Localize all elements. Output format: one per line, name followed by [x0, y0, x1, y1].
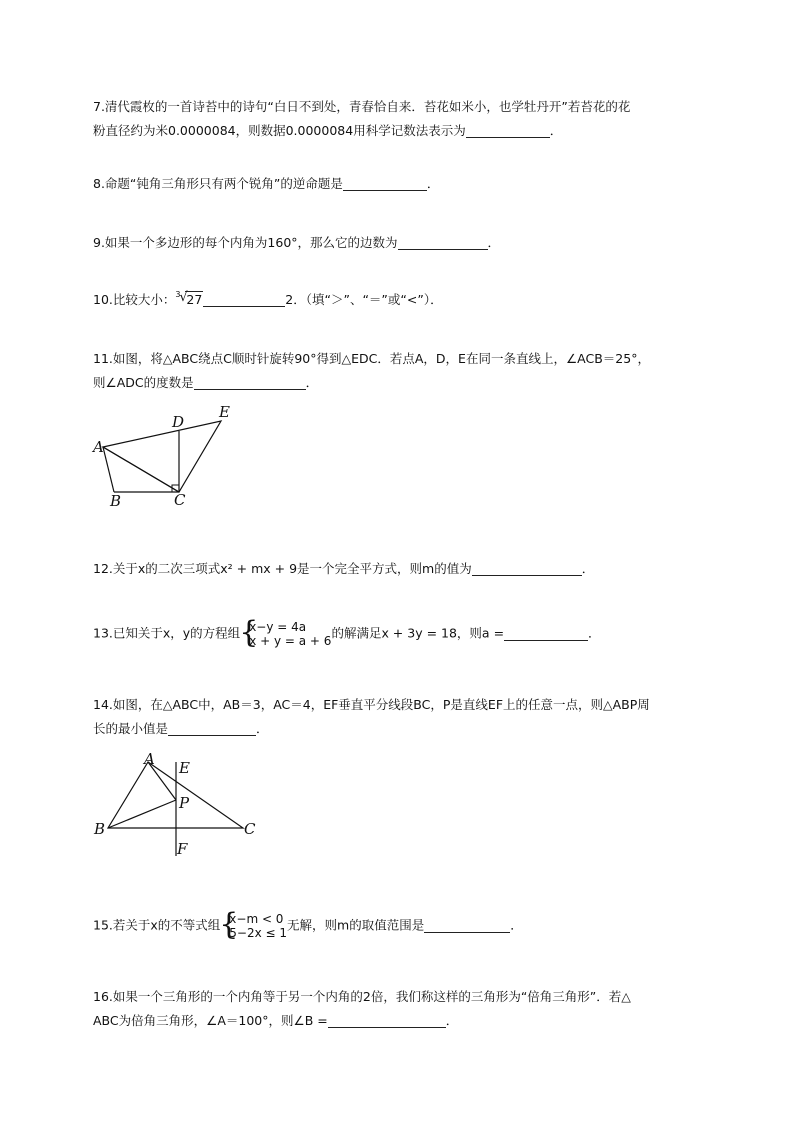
label-B: B	[110, 492, 122, 510]
answer-blank-16[interactable]	[328, 1012, 446, 1028]
question-9-text: 9.如果一个多边形的每个内角为160°，那么它的边数为	[93, 235, 398, 250]
label-E: E	[219, 403, 230, 421]
question-16-line1: 16.如果一个三角形的一个内角等于另一个内角的2倍，我们称这样的三角形为“倍角三角形”．若△	[93, 989, 631, 1004]
label-E: E	[179, 759, 190, 777]
label-C: C	[244, 820, 256, 838]
answer-blank-12[interactable]	[472, 560, 582, 576]
question-9: 9.如果一个多边形的每个内角为160°，那么它的边数为 ．	[93, 235, 501, 250]
answer-blank-11[interactable]	[194, 374, 306, 390]
segment-BP	[108, 800, 176, 828]
question-14-line1: 14.如图，在△ABC中，AB＝3，AC＝4，EF垂直平分线段BC，P是直线EF上的任意一点，则△ABP周	[93, 697, 650, 712]
question-12: 12.关于x的二次三项式x² + mx + 9是一个完全平方式，则m的值为 ．	[93, 561, 595, 576]
figure-q14-perpendicular-bisector	[88, 748, 268, 860]
segment-AC	[103, 447, 179, 492]
answer-blank-7[interactable]	[466, 122, 550, 138]
question-15: 15.若关于x的不等式组 { x−m < 0 5−2x ≤ 1 无解，则m的取值范围是 ．	[93, 907, 523, 942]
answer-blank-10[interactable]	[203, 291, 285, 307]
label-B: B	[94, 820, 106, 838]
question-11-line1: 11.如图，将△ABC绕点C顺时针旋转90°得到△EDC．若点A，D，E在同一条直线上，∠ACB＝25°，	[93, 351, 650, 366]
question-14-line2: 长的最小值是 ．	[93, 721, 269, 736]
label-A: A	[93, 438, 104, 456]
segment-AB	[103, 447, 114, 492]
answer-blank-15[interactable]	[424, 917, 510, 933]
label-C: C	[174, 491, 186, 509]
question-7-line2: 粉直径约为米0.0000084，则数据0.0000084用科学记数法表示为 ．	[93, 123, 563, 138]
question-11-line2: 则∠ADC的度数是 ．	[93, 375, 319, 390]
question-11	[93, 347, 713, 395]
question-12-text: 12.关于x的二次三项式x² + mx + 9是一个完全平方式，则m的值为	[93, 561, 472, 576]
answer-blank-13[interactable]	[504, 625, 588, 641]
question-16	[93, 985, 713, 1033]
answer-blank-8[interactable]	[343, 175, 427, 191]
inequality-system: { x−m < 0 5−2x ≤ 1	[219, 907, 288, 942]
label-P: P	[179, 794, 190, 812]
figure-q11-triangle-rotation	[88, 400, 248, 515]
label-F: F	[177, 840, 188, 858]
question-7	[93, 95, 713, 143]
question-13: 13.已知关于x，y的方程组 { x−y = 4a x + y = a + 6 的解满足x + 3y = 18，则a = ．	[93, 615, 601, 650]
question-7-line1: 7.清代霞枚的一首诗苔中的诗句“白日不到处，青春恰自来．苔花如米小，也学牡丹开”若苔花的花	[93, 99, 631, 114]
answer-blank-9[interactable]	[398, 234, 488, 250]
cube-root-27: 3 √ 27	[175, 290, 203, 307]
question-10: 10.比较大小： 3 √ 27 2．（填“＞”、“＝”或“<”）．	[93, 288, 713, 312]
equation-system: { x−y = 4a x + y = a + 6	[239, 615, 332, 650]
question-14	[93, 693, 713, 741]
question-16-line2: ABC为倍角三角形，∠A＝100°，则∠B = ．	[93, 1013, 459, 1028]
label-D: D	[172, 413, 185, 431]
question-8: 8.命题“钝角三角形只有两个锐角”的逆命题是 ．	[93, 176, 440, 191]
question-8-text: 8.命题“钝角三角形只有两个锐角”的逆命题是	[93, 176, 343, 191]
answer-blank-14[interactable]	[168, 720, 256, 736]
label-A: A	[144, 750, 155, 768]
